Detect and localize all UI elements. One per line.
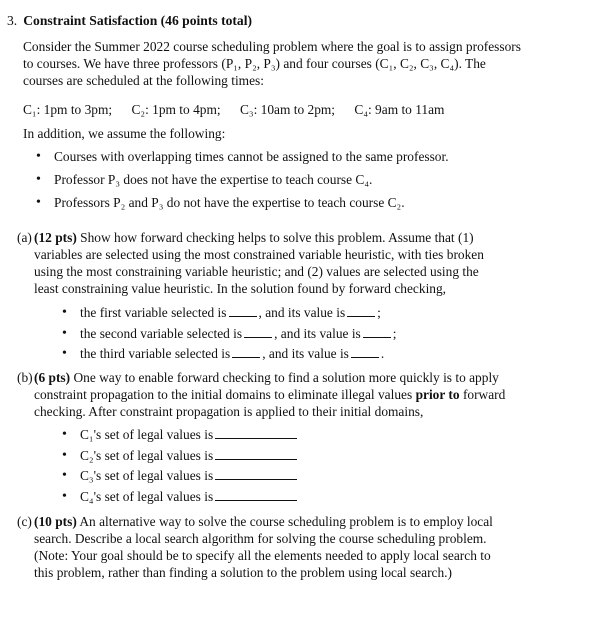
question-number: 3. — [7, 13, 18, 28]
schedule-c3: C₃: 10am to 2pm; — [239, 102, 336, 117]
part-b-line: checking. After constraint propagation is applied to their initial domains, — [34, 404, 424, 419]
answer-item — [62, 345, 397, 366]
part-a-line: using the most constraining variable heuristic; and (2) values are selected using the — [34, 264, 479, 279]
answer-item — [62, 325, 397, 346]
part-b-label: (b) — [17, 370, 33, 385]
part-a — [17, 229, 550, 297]
part-b — [17, 369, 550, 420]
question-title: Constraint Satisfaction (46 points total) — [23, 13, 253, 28]
answer-item — [62, 447, 299, 468]
answer-blank[interactable] — [215, 468, 297, 480]
intro-line: Consider the Summer 2022 course scheduling problem where the goal is to assign professors — [23, 39, 521, 54]
answer-item — [62, 488, 299, 509]
part-b-points: (6 pts) — [34, 370, 71, 385]
answer-blank[interactable] — [363, 326, 391, 338]
answer-blank[interactable] — [229, 305, 257, 317]
part-c-line: (Note: Your goal should be to specify all the elements needed to apply local search to — [34, 548, 491, 563]
part-a-line: least constraining value heuristic. In the solution found by forward checking, — [34, 281, 447, 296]
part-a-answers — [62, 304, 397, 366]
part-a-points: (12 pts) — [34, 230, 77, 245]
answer-blank[interactable] — [347, 305, 375, 317]
answer-prompt: C₃'s set of legal values is — [80, 468, 214, 483]
part-b-emphasis: prior to — [415, 387, 460, 402]
part-a-label: (a) — [17, 230, 32, 245]
question-heading — [7, 12, 252, 29]
answer-item — [62, 304, 397, 325]
answer-blank[interactable] — [244, 326, 272, 338]
part-a-line: Show how forward checking helps to solve this problem. Assume that (1) — [80, 230, 474, 245]
answer-item — [62, 426, 299, 447]
answer-blank[interactable] — [215, 427, 297, 439]
answer-blank[interactable] — [215, 448, 297, 460]
answer-prompt: , and its value is — [262, 346, 349, 361]
answer-prompt: , and its value is — [274, 325, 361, 341]
assumption-item: • Courses with overlapping times cannot be assigned to the same professor. — [36, 148, 449, 171]
part-c-line: An alternative way to solve the course scheduling problem is to employ local — [79, 514, 493, 529]
intro-line: courses are scheduled at the following times: — [23, 73, 264, 88]
part-c — [17, 513, 550, 581]
answer-blank[interactable] — [351, 346, 379, 358]
course-schedule — [23, 101, 460, 118]
schedule-c4: C₄: 9am to 11am — [354, 102, 445, 117]
part-b-line: forward — [462, 387, 506, 402]
assumption-item: • Professor P₃ does not have the expertise to teach course C₄. — [36, 171, 449, 194]
answer-punct: ; — [392, 325, 397, 341]
answer-punct: ; — [377, 305, 381, 320]
part-b-line: One way to enable forward checking to find a solution more quickly is to apply — [73, 370, 499, 385]
answer-prompt: C₂'s set of legal values is — [80, 447, 214, 463]
part-c-points: (10 pts) — [34, 514, 77, 529]
answer-prompt: , and its value is — [258, 305, 346, 320]
part-c-line: this problem, rather than finding a solution to the problem using local search.) — [34, 565, 452, 580]
part-c-label: (c) — [17, 514, 32, 529]
part-c-line: search. Describe a local search algorithm for solving the course scheduling problem. — [34, 531, 487, 546]
part-b-line: constraint propagation to the initial domains to eliminate illegal values — [34, 387, 413, 402]
answer-punct: . — [380, 346, 385, 361]
answer-blank[interactable] — [215, 489, 297, 501]
part-a-line: variables are selected using the most constrained variable heuristic, with ties broken — [34, 247, 484, 262]
schedule-c2: C₂: 1pm to 4pm; — [131, 102, 221, 117]
intro-paragraph — [23, 38, 551, 89]
schedule-c1: C₁: 1pm to 3pm; — [23, 102, 113, 117]
answer-prompt: the third variable selected is — [80, 346, 231, 361]
assumption-item: • Professors P₂ and P₃ do not have the expertise to teach course C₂. — [36, 194, 449, 217]
answer-prompt: C₁'s set of legal values is — [80, 427, 214, 442]
answer-prompt: the first variable selected is — [80, 305, 227, 320]
answer-prompt: C₄'s set of legal values is — [80, 488, 214, 504]
assumption-intro: In addition, we assume the following: — [23, 126, 226, 141]
assumption-list — [36, 148, 449, 217]
answer-blank[interactable] — [232, 346, 260, 358]
intro-line: to courses. We have three professors (P₁, P₂, P₃) and four courses (C₁, C₂, C₃, C₄). The — [23, 56, 486, 71]
answer-item — [62, 467, 299, 488]
answer-prompt: the second variable selected is — [80, 325, 243, 341]
part-b-answers — [62, 426, 299, 508]
